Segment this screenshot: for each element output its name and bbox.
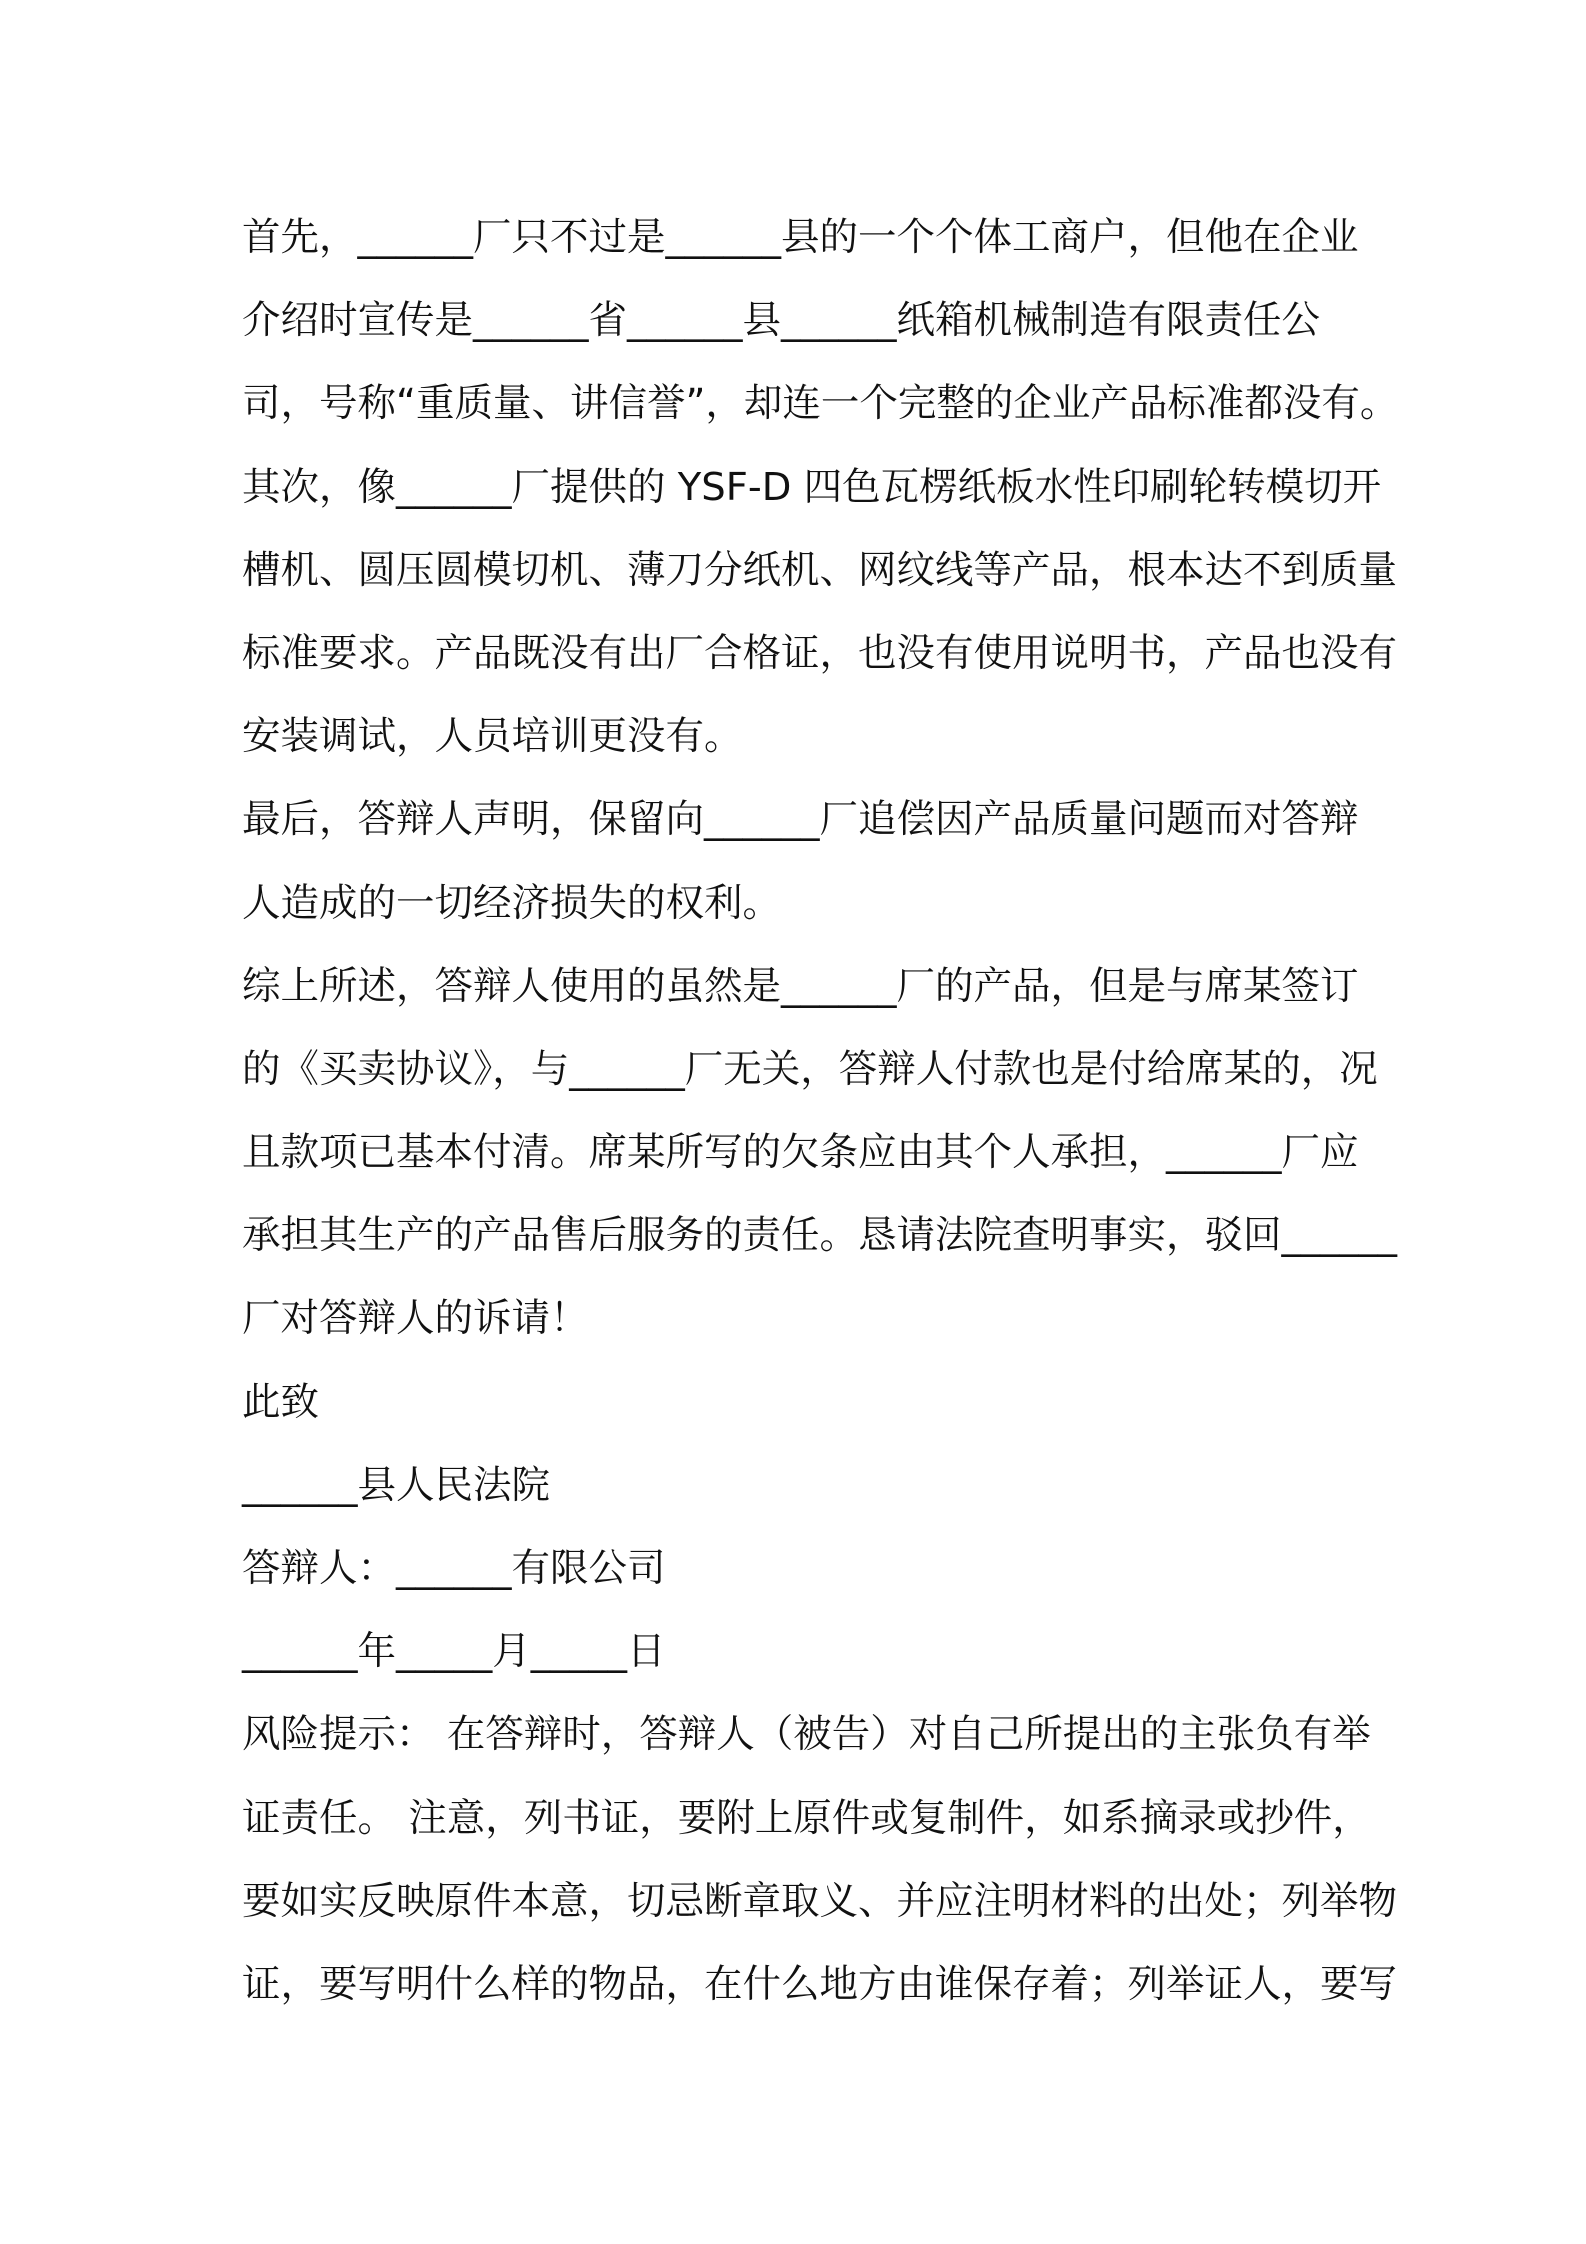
closing-salutation: 此致	[242, 1379, 320, 1425]
paragraph-first-line-3: 司，号称“重质量、讲信誉”，却连一个完整的企业产品标准都没有。	[242, 381, 1399, 427]
paragraph-second-line-1: 其次，像______厂提供的 YSF-D 四色瓦楞纸板水性印刷轮转模切开	[242, 464, 1382, 510]
paragraph-second-line-3: 标准要求。产品既没有出厂合格证，也没有使用说明书，产品也没有	[242, 630, 1398, 676]
paragraph-second-line-4: 安装调试，人员培训更没有。	[242, 714, 743, 760]
date-line: ______年_____月_____日	[242, 1629, 666, 1675]
paragraph-summary-line-5: 厂对答辩人的诉请！	[242, 1296, 589, 1342]
respondent-signature: 答辩人：______有限公司	[242, 1546, 666, 1591]
risk-notice-line-1: 风险提示： 在答辩时，答辩人（被告）对自己所提出的主张负有举	[242, 1712, 1371, 1758]
paragraph-summary-line-2: 的《买卖协议》，与______厂无关，答辩人付款也是付给席某的，况	[242, 1046, 1378, 1092]
paragraph-summary-line-4: 承担其生产的产品售后服务的责任。恳请法院查明事实，驳回______	[242, 1213, 1398, 1259]
paragraph-last-line-1: 最后，答辩人声明，保留向______厂追偿因产品质量问题而对答辩	[242, 797, 1359, 843]
paragraph-first-line-1: 首先，______厂只不过是______县的一个个体工商户，但他在企业	[242, 215, 1359, 260]
court-addressee: ______县人民法院	[242, 1462, 551, 1508]
paragraph-first-line-2: 介绍时宣传是______省______县______纸箱机械制造有限责任公	[242, 298, 1321, 344]
risk-notice-line-2: 证责任。 注意，列书证，要附上原件或复制件，如系摘录或抄件，	[242, 1795, 1371, 1841]
risk-notice-line-3: 要如实反映原件本意，切忌断章取义、并应注明材料的出处；列举物	[242, 1878, 1398, 1924]
paragraph-second-line-2: 槽机、圆压圆模切机、薄刀分纸机、网纹线等产品，根本达不到质量	[242, 547, 1398, 593]
risk-notice-line-4: 证，要写明什么样的物品，在什么地方由谁保存着；列举证人，要写	[242, 1961, 1398, 2007]
paragraph-summary-line-3: 且款项已基本付清。席某所写的欠条应由其个人承担，______厂应	[242, 1130, 1359, 1176]
document-body	[242, 196, 1399, 2026]
paragraph-last-line-2: 人造成的一切经济损失的权利。	[242, 880, 782, 926]
paragraph-summary-line-1: 综上所述，答辩人使用的虽然是______厂的产品，但是与席某签订	[242, 963, 1359, 1009]
